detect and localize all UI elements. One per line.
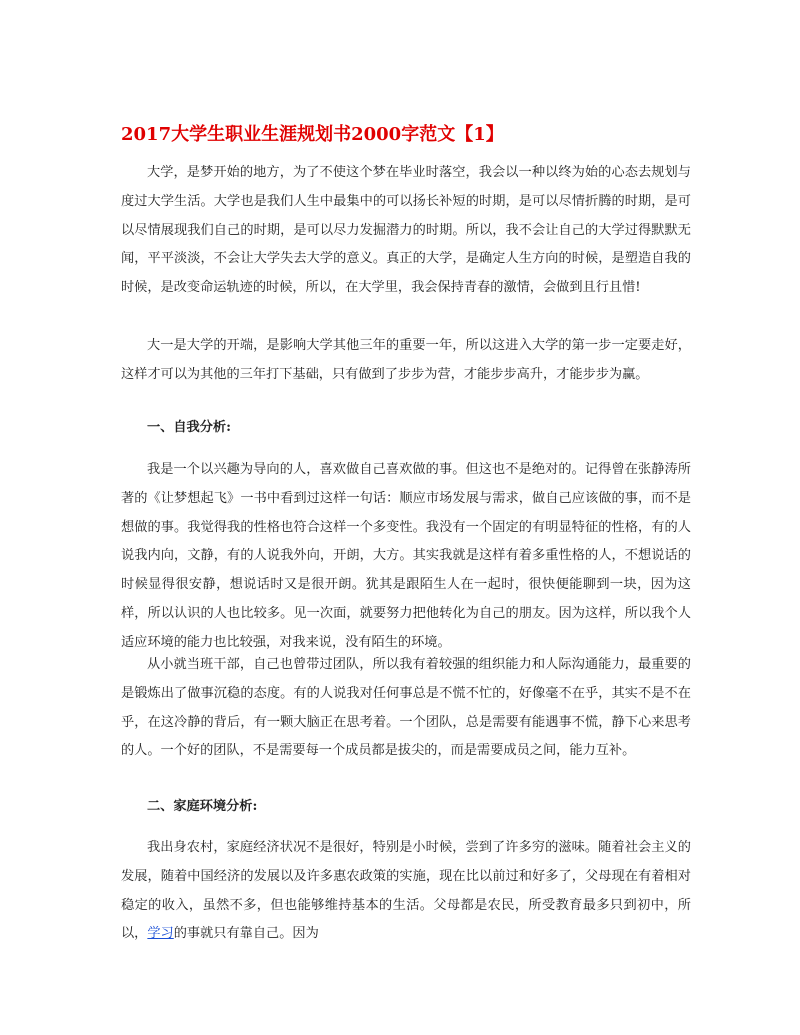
paragraph-family-text-end: 的事就只有靠自己。因为 (173, 926, 319, 942)
paragraph-personality: 我是一个以兴趣为导向的人，喜欢做自己喜欢做的事。但这也不是绝对的。记得曾在张静涛所著的《让梦想起飞》一书中看到过这样一句话：顺应市场发展与需求，做自己应该做的事，而不是想做的事。我觉得我的性格也符合这样一个多变性。我没有一个固定的有明显特征的性格，有的人说我内向，文静，有的人说我外向，开朗，大方。其实我就是这样有着多重性格的人，不想说话的时候显得很安静，想说话时又是很开朗。犹其是跟陌生人在一起时，很快便能聊到一块，因为这样，所以认识的人也比较多。见一次面，就要努力把他转化为自己的朋友。因为这样，所以我个人适应环境的能力也比较强，对我来说，没有陌生的环境。 (121, 462, 691, 650)
document-title: 2017大学生职业生涯规划书2000字范文【1】 (121, 124, 504, 145)
section-heading-self-analysis: 一、自我分析: (147, 420, 231, 435)
paragraph-family-text: 我出身农村，家庭经济状况不是很好，特别是小时候，尝到了许多穷的滋味。随着社会主义的发展，随着中国经济的发展以及许多惠农政策的实施，现在比以前过和好多了，父母现在有着相对稳定的收入，虽然不多，但也能够维持基本的生活。父母都是农民，所受教育最多只到初中，所以， (121, 840, 691, 942)
paragraph-leadership: 从小就当班干部，自己也曾带过团队，所以我有着较强的组织能力和人际沟通能力，最重要的是锻炼出了做事沉稳的态度。有的人说我对任何事总是不慌不忙的，好像毫不在乎，其实不是不在乎，在这冷静的背后，有一颗大脑正在思考着。一个团队，总是需要有能遇事不慌，静下心来思考的人。一个好的团队，不是需要每一个成员都是拔尖的，而是需要成员之间，能力互补。 (121, 657, 691, 759)
paragraph-intro: 大学，是梦开始的地方，为了不使这个梦在毕业时落空，我会以一种以终为始的心态去规划与度过大学生活。大学也是我们人生中最集中的可以扬长补短的时期，是可以尽情折腾的时期，是可以尽情展现我们自己的时期，是可以尽力发掘潜力的时期。所以，我不会让自己的大学过得默默无闻，平平淡淡，不会让大学失去大学的意义。真正的大学，是确定人生方向的时候，是塑造自我的时候，是改变命运轨迹的时候，所以，在大学里，我会保持青春的激情，会做到且行且惜! (121, 165, 691, 296)
section-heading-family: 二、家庭环境分析: (147, 799, 258, 814)
study-link[interactable]: 学习 (147, 926, 174, 942)
paragraph-freshman: 大一是大学的开端，是影响大学其他三年的重要一年，所以这进入大学的第一步一定要走好，这样才可以为其他的三年打下基础，只有做到了步步为营，才能步步高升，才能步步为赢。 (121, 338, 691, 382)
paragraph-family (121, 834, 691, 949)
